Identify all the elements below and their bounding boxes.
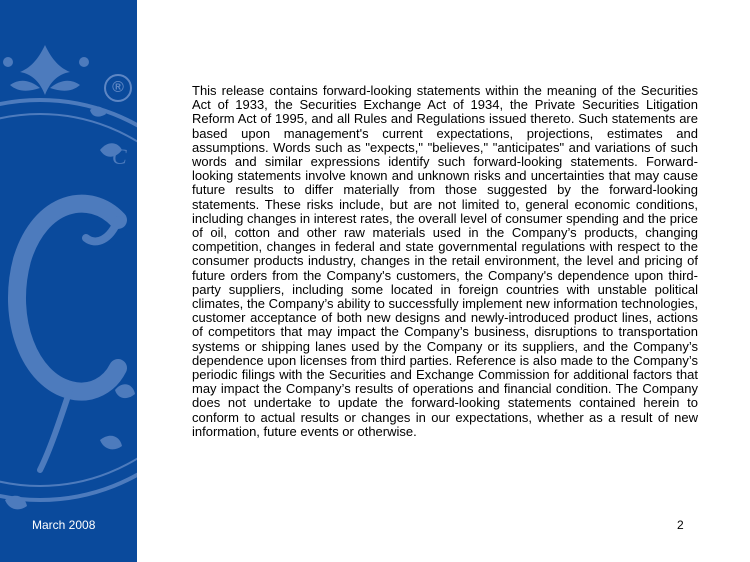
registered-trademark-icon: ® <box>104 74 132 102</box>
brand-sidebar <box>0 0 137 562</box>
footer-date: March 2008 <box>32 518 96 532</box>
disclaimer-paragraph: This release contains forward-looking statements within the meaning of the Securities Act of 1933, the Securities Exchange Act of 1934, the Private Securities Litigation Reform Act of 1995, and all Rules and Regulations issued thereto. Such statements are based upon management's current expectations, projections, estimates and assumptions. Words such as "expects," "believes," "anticipates" and variations of such words and similar expressions identify such forward-looking statements. Forward-looking statements involve known and unknown risks and uncertainties that may cause future results to differ materially from those suggested by the forward-looking statements. These risks include, but are not limited to, general economic conditions, including changes in interest rates, the overall level of consumer spending and the price of oil, cotton and other raw materials used in the Company’s products, changing competition, changes in federal and state governmental regulations with respect to the consumer products industry, changes in the retail environment, the level and pricing of future orders from the Company's customers, the Company's dependence upon third-party suppliers, including some located in foreign countries with unstable political climates, the Company’s ability to successfully implement new information technologies, customer acceptance of both new designs and newly-introduced product lines, actions of competitors that may impact the Company’s business, disruptions to transportation systems or shipping lanes used by the Company or its suppliers, and the Company’s dependence upon licenses from third parties. Reference is also made to the Company’s periodic filings with the Securities and Exchange Commission for additional factors that may impact the Company’s results of operations and financial condition. The Company does not undertake to update the forward-looking statements contained herein to conform to actual results or changes in our expectations, whether as a result of new information, future events or otherwise. <box>192 83 698 439</box>
page-number: 2 <box>677 518 684 532</box>
monogram-small-letter: C <box>112 144 127 169</box>
